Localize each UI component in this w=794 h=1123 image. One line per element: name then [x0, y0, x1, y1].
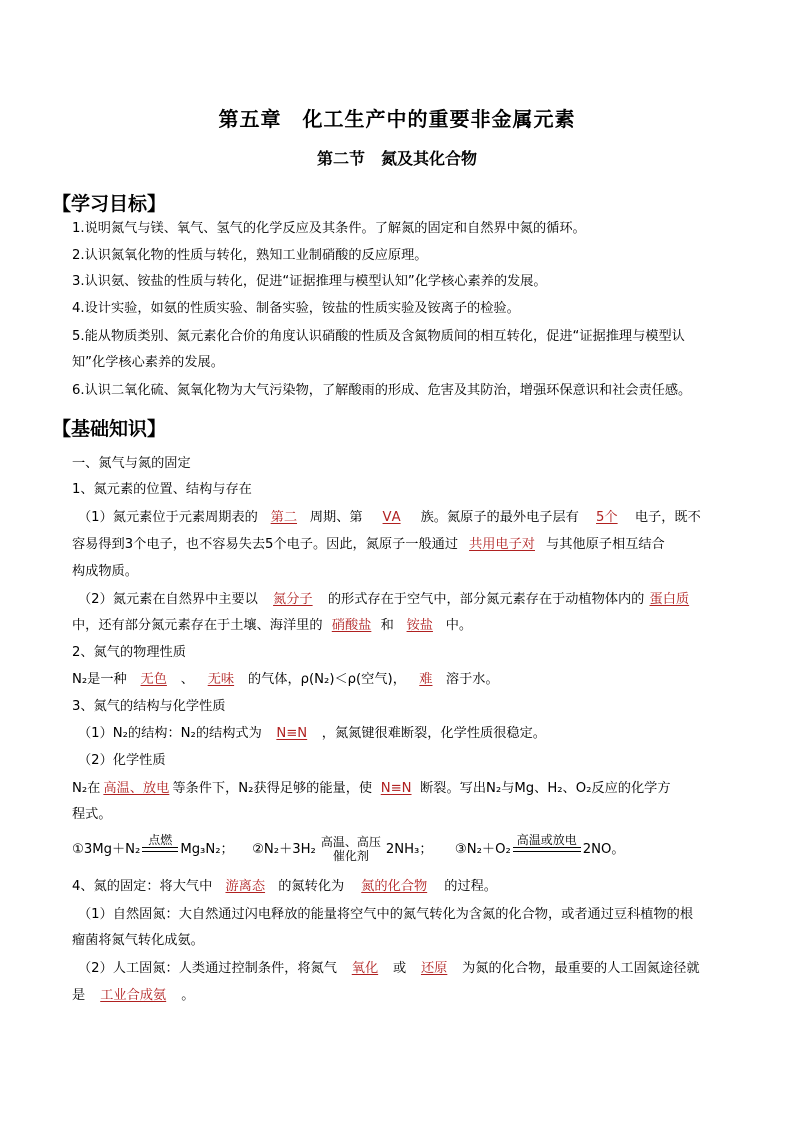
answer-blank: 共用电子对 [469, 537, 535, 552]
equation-1-right: Mg₃N₂； [180, 842, 234, 857]
goal-item: 1.说明氮气与镁、氧气、氢气的化学反应及其条件。了解氮的固定和自然界中氮的循环。 [72, 221, 586, 236]
basics-heading: 【基础知识】 [52, 418, 167, 440]
paragraph-line: N₂在 高温、放电 等条件下，N₂获得足够的能量，使 N≡N 断裂。写出N₂与Mg、H₂、O₂反应的化学方 [72, 781, 671, 796]
paragraph-line: 是 工业合成氨 。 [72, 988, 195, 1003]
answer-blank: 氧化 [351, 961, 379, 976]
goal-item: 知”化学核心素养的发展。 [72, 355, 224, 370]
answer-blank: 5个 [596, 510, 618, 525]
paragraph-line: （1）N₂的结构：N₂的结构式为 N≡N ，氮氮键很难断裂，化学性质很稳定。 [78, 726, 546, 741]
subsection-heading: 3、氮气的结构与化学性质 [72, 699, 226, 714]
answer-blank: 还原 [420, 961, 448, 976]
goal-item: 5.能从物质类别、氮元素化合价的角度认识硝酸的性质及含氮物质间的相互转化，促进“证据推理与模型认 [72, 329, 685, 344]
answer-blank: 铵盐 [406, 618, 433, 633]
paragraph-line: 构成物质。 [72, 564, 138, 579]
paragraph-line: 容易得到3个电子，也不容易失去5个电子。因此，氮原子一般通过 共用电子对 与其他原子相互结合 [72, 537, 665, 552]
paragraph-line: （1）氮元素位于元素周期表的 第二 周期、第 ⅤA 族。氮原子的最外电子层有 5个 电子，既不 [78, 510, 701, 525]
goal-item: 3.认识氨、铵盐的性质与转化，促进“证据推理与模型认知”化学核心素养的发展。 [72, 274, 547, 289]
paragraph-line: （1）自然固氮：大自然通过闪电释放的能量将空气中的氮气转化为含氮的化合物，或者通过豆科植物的根 [78, 907, 694, 922]
answer-blank: 无色 [140, 672, 167, 687]
goal-item: 4.设计实验，如氨的性质实验、制备实验，铵盐的性质实验及铵离子的检验。 [72, 301, 520, 316]
answer-blank: 游离态 [225, 879, 266, 894]
paragraph-line: （2）化学性质 [78, 753, 166, 768]
equation-3-right: 2NO。 [582, 842, 625, 857]
answer-blank: 高温、放电 [103, 781, 170, 796]
answer-blank: 难 [419, 672, 433, 687]
reaction-condition: 高温或放电 [513, 833, 581, 853]
answer-blank: 氮的化合物 [361, 879, 428, 894]
answer-blank: 无味 [207, 672, 235, 687]
paragraph-line: （2）氮元素在自然界中主要以 氮分子 的形式存在于空气中，部分氮元素存在于动植物体内的 蛋白质 [78, 591, 694, 609]
paragraph-line: （2）人工固氮：人类通过控制条件，将氮气 氧化 或 还原 为氮的化合物，最重要的人工固氮途径就 [78, 961, 700, 976]
equation-2-left: ②N₂＋3H₂ [252, 842, 316, 857]
paragraph-line: 瘤菌将氮气转化成氨。 [72, 933, 204, 948]
goal-item: 6.认识二氧化硫、氮氧化物为大气污染物，了解酸雨的形成、危害及其防治，增强环保意识和社会责任感。 [72, 383, 692, 398]
answer-blank: ⅤA [382, 510, 401, 525]
equation-3-left: ③N₂＋O₂ [454, 842, 511, 857]
answer-blank: N≡N [380, 781, 412, 796]
paragraph-line: 程式。 [72, 807, 112, 822]
answer-blank: 硝酸盐 [331, 618, 372, 633]
reaction-condition: 高温、高压 催化剂 [320, 835, 381, 863]
paragraph-line: 中，还有部分氮元素存在于土壤、海洋里的 硝酸盐 和 铵盐 中。 [72, 618, 473, 633]
section-title: 第二节 氮及其化合物 [316, 149, 477, 168]
goals-heading: 【学习目标】 [52, 193, 167, 215]
reaction-condition: 点燃 [142, 833, 178, 853]
goal-item: 2.认识氮氧化物的性质与转化，熟知工业制硝酸的反应原理。 [72, 248, 428, 263]
part-heading: 一、氮气与氮的固定 [72, 456, 191, 471]
answer-blank: N≡N [276, 726, 308, 741]
subsection-heading: 1、氮元素的位置、结构与存在 [72, 482, 252, 497]
subsection-heading: 2、氮气的物理性质 [72, 645, 186, 660]
equation-2-right: 2NH₃； [385, 842, 433, 857]
chapter-title: 第五章 化工生产中的重要非金属元素 [218, 107, 576, 131]
answer-blank: 工业合成氨 [100, 988, 167, 1003]
answer-blank: 蛋白质 [649, 592, 690, 607]
equation-1-left: ①3Mg＋N₂ [72, 842, 141, 857]
answer-blank: 氮分子 [273, 592, 313, 607]
paragraph-line: 4、氮的固定：将大气中 游离态 的氮转化为 氮的化合物 的过程。 [72, 879, 497, 894]
equations-line [72, 835, 625, 863]
answer-blank: 第二 [270, 510, 298, 525]
paragraph-line: N₂是一种 无色 、 无味 的气体，ρ(N₂)＜ρ(空气)， 难 溶于水。 [72, 672, 499, 687]
